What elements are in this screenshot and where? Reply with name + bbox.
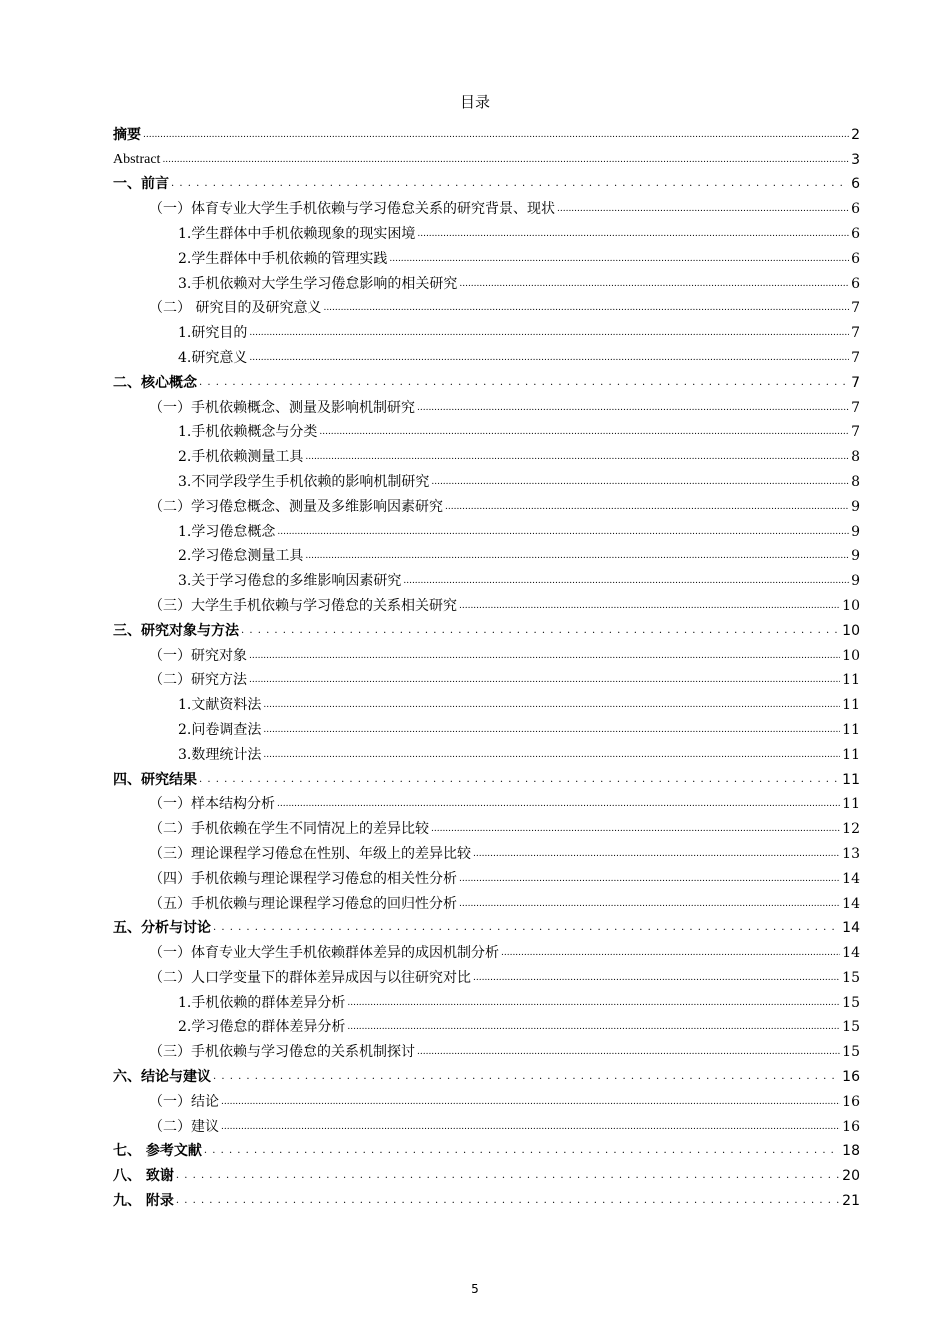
toc-entry-page: 6 — [851, 275, 860, 292]
toc-entry[interactable] — [113, 888, 860, 913]
toc-entry[interactable] — [113, 739, 860, 764]
toc-dot-leader — [277, 527, 849, 537]
toc-entry-label: 七、 参考文献 — [113, 1143, 202, 1160]
toc-entry-page: 16 — [842, 1093, 860, 1110]
toc-entry[interactable] — [113, 193, 860, 218]
toc-entry-page: 14 — [842, 945, 860, 962]
toc-dot-leader — [305, 551, 849, 561]
toc-entry-label: 1.学生群体中手机依赖现象的现实困境 — [178, 225, 416, 242]
toc-entry-label: 2.手机依赖测量工具 — [178, 449, 304, 466]
toc-dot-leader — [263, 750, 840, 760]
toc-entry[interactable] — [113, 268, 860, 293]
toc-entry[interactable] — [113, 689, 860, 714]
toc-dot-leader — [199, 378, 849, 388]
toc-entry[interactable] — [113, 541, 860, 566]
toc-entry[interactable] — [113, 441, 860, 466]
toc-entry[interactable] — [113, 466, 860, 491]
toc-title: 目录 — [459, 93, 490, 111]
toc-dot-leader — [445, 502, 849, 512]
toc-entry-page: 9 — [851, 498, 860, 515]
toc-entry-page: 11 — [842, 672, 860, 689]
toc-entry-page: 14 — [842, 870, 860, 887]
toc-dot-leader — [305, 452, 849, 462]
toc-entry-label: 1.手机依赖的群体差异分析 — [178, 994, 346, 1011]
toc-entry[interactable] — [113, 1036, 860, 1061]
toc-entry-label: 六、结论与建议 — [113, 1069, 211, 1086]
toc-entry-page: 7 — [851, 374, 860, 391]
toc-entry-label: （一）体育专业大学生手机依赖群体差异的成因机制分析 — [149, 945, 499, 962]
toc-entry[interactable] — [113, 1061, 860, 1086]
toc-dot-leader — [249, 651, 840, 661]
toc-dot-leader — [176, 1196, 840, 1206]
toc-dot-leader — [389, 254, 849, 264]
toc-entry-page: 9 — [851, 573, 860, 590]
toc-dot-leader — [431, 824, 840, 834]
toc-entry-label: 五、分析与讨论 — [113, 920, 211, 937]
toc-entry-page: 6 — [851, 201, 860, 218]
toc-entry[interactable] — [113, 293, 860, 318]
toc-entry[interactable] — [113, 392, 860, 417]
toc-entry-page: 15 — [842, 1044, 860, 1061]
toc-entry-label: （一）样本结构分析 — [149, 796, 275, 813]
toc-entry-label: 三、研究对象与方法 — [113, 622, 239, 639]
toc-dot-leader — [473, 973, 840, 983]
toc-entry[interactable] — [113, 615, 860, 640]
toc-entry-page: 6 — [851, 176, 860, 193]
toc-dot-leader — [473, 849, 840, 859]
toc-entry[interactable] — [113, 119, 860, 144]
toc-entry[interactable] — [113, 1160, 860, 1185]
toc-entry[interactable] — [113, 714, 860, 739]
toc-entry-page: 15 — [842, 1019, 860, 1036]
toc-dot-leader — [347, 1022, 840, 1032]
toc-entry-label: 2.问卷调查法 — [178, 721, 262, 738]
toc-entry-label: （二） 研究目的及研究意义 — [149, 300, 322, 317]
toc-entry-label: （四）手机依赖与理论课程学习倦怠的相关性分析 — [149, 870, 457, 887]
toc-entry-label: 二、核心概念 — [113, 374, 197, 391]
toc-entry-page: 11 — [842, 746, 860, 763]
toc-entry-label: 1.学习倦怠概念 — [178, 523, 276, 540]
toc-entry-label: 九、 附录 — [113, 1193, 174, 1210]
toc-dot-leader — [263, 725, 840, 735]
toc-dot-leader — [347, 998, 840, 1008]
toc-dot-leader — [176, 1171, 840, 1181]
toc-dot-leader — [459, 899, 840, 909]
toc-entry[interactable] — [113, 838, 860, 863]
toc-entry-label: （三）手机依赖与学习倦怠的关系机制探讨 — [149, 1044, 415, 1061]
toc-entry-page: 3 — [851, 151, 860, 168]
toc-entry[interactable] — [113, 367, 860, 392]
toc-dot-leader — [221, 1122, 840, 1132]
toc-entry-page: 12 — [842, 821, 860, 838]
toc-entry-page: 15 — [842, 969, 860, 986]
toc-entry[interactable] — [113, 863, 860, 888]
toc-entry[interactable] — [113, 516, 860, 541]
toc-entry-label: 3.数理统计法 — [178, 746, 262, 763]
toc-dot-leader — [403, 576, 849, 586]
table-of-contents — [113, 119, 860, 1210]
toc-entry-page: 16 — [842, 1069, 860, 1086]
toc-entry-label: （二）建议 — [149, 1118, 219, 1135]
toc-entry[interactable] — [113, 169, 860, 194]
toc-entry-page: 7 — [851, 424, 860, 441]
toc-entry-page: 21 — [842, 1193, 860, 1210]
toc-entry-page: 10 — [842, 597, 860, 614]
toc-entry-label: 1.文献资料法 — [178, 697, 262, 714]
toc-entry-page: 8 — [851, 449, 860, 466]
toc-entry[interactable] — [113, 764, 860, 789]
toc-entry-page: 6 — [851, 225, 860, 242]
toc-entry-label: 1.手机依赖概念与分类 — [178, 424, 318, 441]
toc-entry-label: 四、研究结果 — [113, 771, 197, 788]
page-number: 5 — [471, 1282, 479, 1296]
toc-entry[interactable] — [113, 665, 860, 690]
toc-entry-page: 7 — [851, 399, 860, 416]
toc-dot-leader — [417, 229, 849, 239]
toc-entry-page: 10 — [842, 622, 860, 639]
toc-entry-page: 7 — [851, 300, 860, 317]
toc-dot-leader — [221, 1097, 840, 1107]
toc-entry[interactable] — [113, 789, 860, 814]
toc-dot-leader — [162, 155, 849, 165]
toc-entry-page: 18 — [842, 1143, 860, 1160]
toc-entry-page: 7 — [851, 349, 860, 366]
toc-entry-label: （一）手机依赖概念、测量及影响机制研究 — [149, 399, 415, 416]
toc-dot-leader — [204, 1146, 840, 1156]
toc-entry-page: 14 — [842, 895, 860, 912]
toc-entry-page: 6 — [851, 250, 860, 267]
toc-dot-leader — [199, 775, 840, 785]
toc-entry-label: 3.不同学段学生手机依赖的影响机制研究 — [178, 473, 430, 490]
toc-entry-label: 4.研究意义 — [178, 349, 248, 366]
toc-entry[interactable] — [113, 1185, 860, 1210]
toc-dot-leader — [249, 675, 840, 685]
toc-dot-leader — [319, 427, 849, 437]
toc-dot-leader — [241, 626, 840, 636]
toc-entry-label: 八、 致谢 — [113, 1168, 174, 1185]
toc-dot-leader — [143, 130, 849, 140]
toc-entry-page: 9 — [851, 548, 860, 565]
toc-entry[interactable] — [113, 590, 860, 615]
toc-entry-page: 11 — [842, 796, 860, 813]
toc-entry-page: 20 — [842, 1168, 860, 1185]
toc-entry[interactable] — [113, 243, 860, 268]
toc-entry-page: 8 — [851, 473, 860, 490]
toc-entry[interactable] — [113, 1012, 860, 1037]
toc-entry-label: （二）人口学变量下的群体差异成因与以往研究对比 — [149, 969, 471, 986]
toc-entry[interactable] — [113, 144, 860, 169]
toc-entry-label: 2.学习倦怠测量工具 — [178, 548, 304, 565]
toc-entry-label: （二）手机依赖在学生不同情况上的差异比较 — [149, 821, 429, 838]
toc-entry[interactable] — [113, 342, 860, 367]
toc-entry-label: 1.研究目的 — [178, 325, 248, 342]
toc-entry[interactable] — [113, 1086, 860, 1111]
toc-dot-leader — [171, 179, 849, 189]
toc-entry[interactable] — [113, 218, 860, 243]
toc-entry[interactable] — [113, 987, 860, 1012]
toc-entry[interactable] — [113, 813, 860, 838]
toc-entry-label: （一）研究对象 — [149, 647, 247, 664]
toc-dot-leader — [213, 923, 840, 933]
toc-entry-page: 11 — [842, 721, 860, 738]
toc-entry-page: 10 — [842, 647, 860, 664]
toc-entry[interactable] — [113, 1136, 860, 1161]
toc-entry-page: 14 — [842, 920, 860, 937]
toc-dot-leader — [459, 874, 840, 884]
toc-dot-leader — [459, 601, 840, 611]
toc-entry-page: 2 — [851, 126, 860, 143]
toc-entry-page: 16 — [842, 1118, 860, 1135]
toc-entry-label: 2.学生群体中手机依赖的管理实践 — [178, 250, 388, 267]
toc-dot-leader — [213, 1072, 840, 1082]
toc-entry-page: 13 — [842, 845, 860, 862]
toc-entry[interactable] — [113, 913, 860, 938]
toc-entry[interactable] — [113, 417, 860, 442]
toc-dot-leader — [431, 477, 849, 487]
toc-entry[interactable] — [113, 937, 860, 962]
toc-entry-label: 3.手机依赖对大学生学习倦怠影响的相关研究 — [178, 275, 458, 292]
toc-dot-leader — [249, 353, 849, 363]
toc-entry[interactable] — [113, 565, 860, 590]
toc-entry-label: （一）体育专业大学生手机依赖与学习倦怠关系的研究背景、现状 — [149, 201, 555, 218]
toc-entry-label: 2.学习倦怠的群体差异分析 — [178, 1019, 346, 1036]
toc-entry-page: 11 — [842, 697, 860, 714]
toc-entry-label: （二）学习倦怠概念、测量及多维影响因素研究 — [149, 498, 443, 515]
toc-dot-leader — [459, 279, 849, 289]
toc-entry[interactable] — [113, 640, 860, 665]
toc-entry-label: （三）大学生手机依赖与学习倦怠的关系相关研究 — [149, 597, 457, 614]
toc-entry-page: 11 — [842, 771, 860, 788]
toc-entry-label: Abstract — [113, 151, 161, 167]
toc-entry-page: 7 — [851, 325, 860, 342]
toc-entry-label: （一）结论 — [149, 1093, 219, 1110]
toc-dot-leader — [417, 1047, 840, 1057]
toc-dot-leader — [277, 799, 840, 809]
toc-entry-label: 一、前言 — [113, 176, 169, 193]
toc-dot-leader — [323, 303, 849, 313]
toc-dot-leader — [263, 700, 840, 710]
toc-dot-leader — [557, 204, 849, 214]
toc-dot-leader — [249, 328, 849, 338]
toc-entry[interactable] — [113, 491, 860, 516]
toc-entry-label: （五）手机依赖与理论课程学习倦怠的回归性分析 — [149, 895, 457, 912]
toc-entry-page: 9 — [851, 523, 860, 540]
toc-dot-leader — [417, 403, 849, 413]
toc-dot-leader — [501, 948, 840, 958]
toc-entry-page: 15 — [842, 994, 860, 1011]
toc-entry-label: （二）研究方法 — [149, 672, 247, 689]
toc-entry-label: 摘要 — [113, 126, 141, 143]
toc-entry-label: 3.关于学习倦怠的多维影响因素研究 — [178, 573, 402, 590]
toc-entry[interactable] — [113, 962, 860, 987]
toc-entry[interactable] — [113, 317, 860, 342]
toc-entry[interactable] — [113, 1111, 860, 1136]
toc-entry-label: （三）理论课程学习倦怠在性别、年级上的差异比较 — [149, 845, 471, 862]
